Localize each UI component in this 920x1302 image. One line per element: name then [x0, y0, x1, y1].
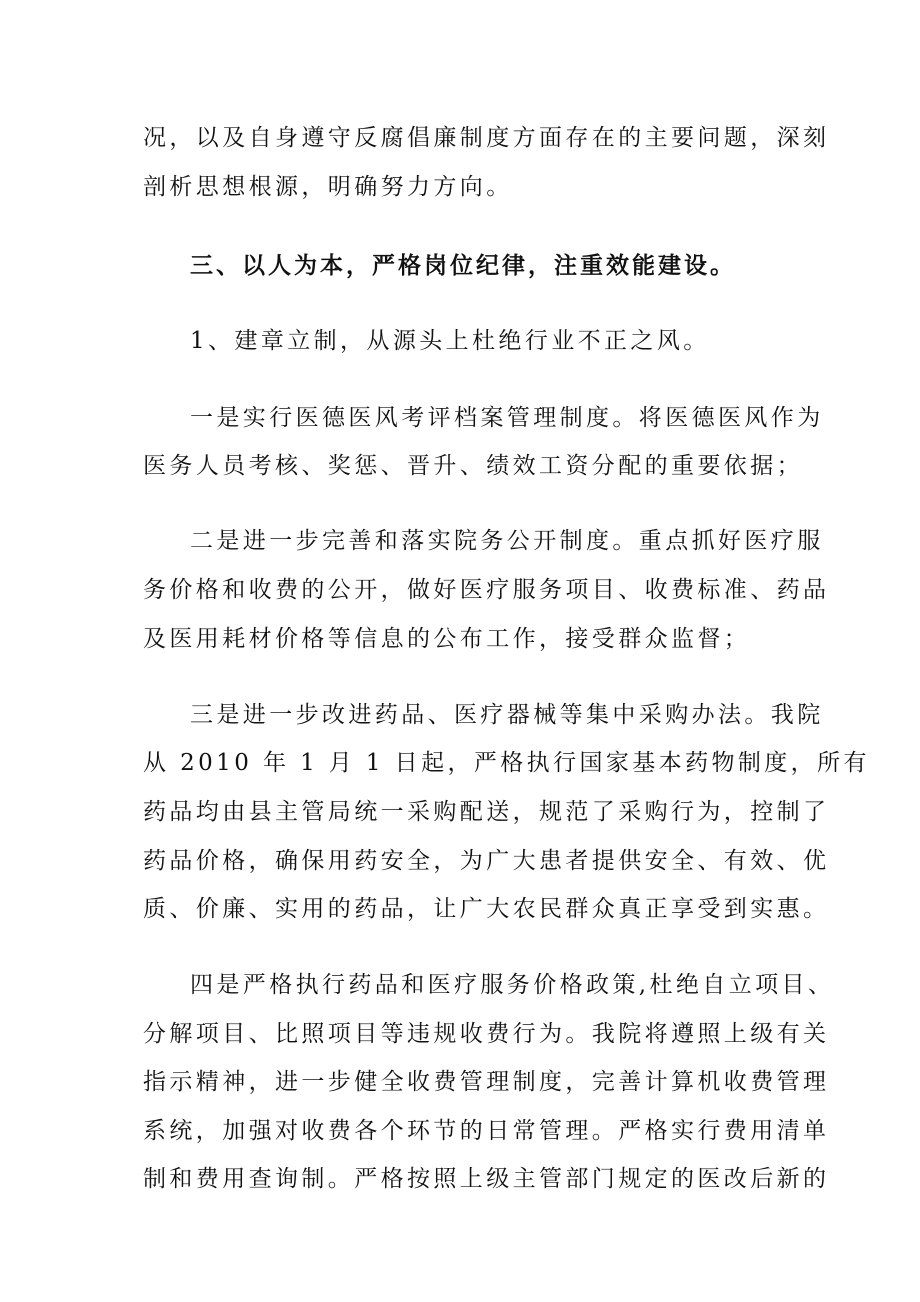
paragraph-3-line: 三是进一步改进药品、医疗器械等集中采购办法。我院 — [190, 702, 824, 728]
paragraph-1-line: 一是实行医德医风考评档案管理制度。将医德医风作为 — [190, 405, 824, 431]
paragraph-3-line: 药品价格，确保用药安全，为广大患者提供安全、有效、优 — [143, 848, 830, 874]
paragraph-1-line: 医务人员考核、奖惩、晋升、绩效工资分配的重要依据； — [143, 453, 803, 479]
paragraph-continuation-line: 况，以及自身遵守反腐倡廉制度方面存在的主要问题，深刻 — [143, 125, 830, 151]
subheading: 1、建章立制，从源头上杜绝行业不正之风。 — [190, 328, 710, 354]
paragraph-4-line: 分解项目、比照项目等违规收费行为。我院将遵照上级有关 — [143, 1021, 830, 1047]
paragraph-2-line: 及医用耗材价格等信息的公布工作，接受群众监督； — [143, 626, 751, 652]
paragraph-continuation-line: 剖析思想根源，明确努力方向。 — [143, 174, 513, 200]
paragraph-3-line: 药品均由县主管局统一采购配送，规范了采购行为，控制了 — [143, 799, 830, 825]
paragraph-3-line: 从 2010 年 1 月 1 日起，严格执行国家基本药物制度，所有 — [143, 750, 870, 776]
paragraph-4-line: 指示精神，进一步健全收费管理制度，完善计算机收费管理 — [143, 1069, 830, 1095]
paragraph-4-line: 四是严格执行药品和医疗服务价格政策,杜绝自立项目、 — [190, 972, 835, 998]
paragraph-4-line: 制和费用查询制。严格按照上级主管部门规定的医改后新的 — [143, 1166, 830, 1192]
paragraph-2-line: 二是进一步完善和落实院务公开制度。重点抓好医疗服 — [190, 528, 824, 554]
paragraph-2-line: 务价格和收费的公开，做好医疗服务项目、收费标准、药品 — [143, 577, 830, 603]
paragraph-3-line: 质、价廉、实用的药品，让广大农民群众真正享受到实惠。 — [143, 896, 830, 922]
section-heading: 三、以人为本，严格岗位纪律，注重效能建设。 — [190, 252, 736, 279]
paragraph-4-line: 系统，加强对收费各个环节的日常管理。严格实行费用清单 — [143, 1118, 830, 1144]
